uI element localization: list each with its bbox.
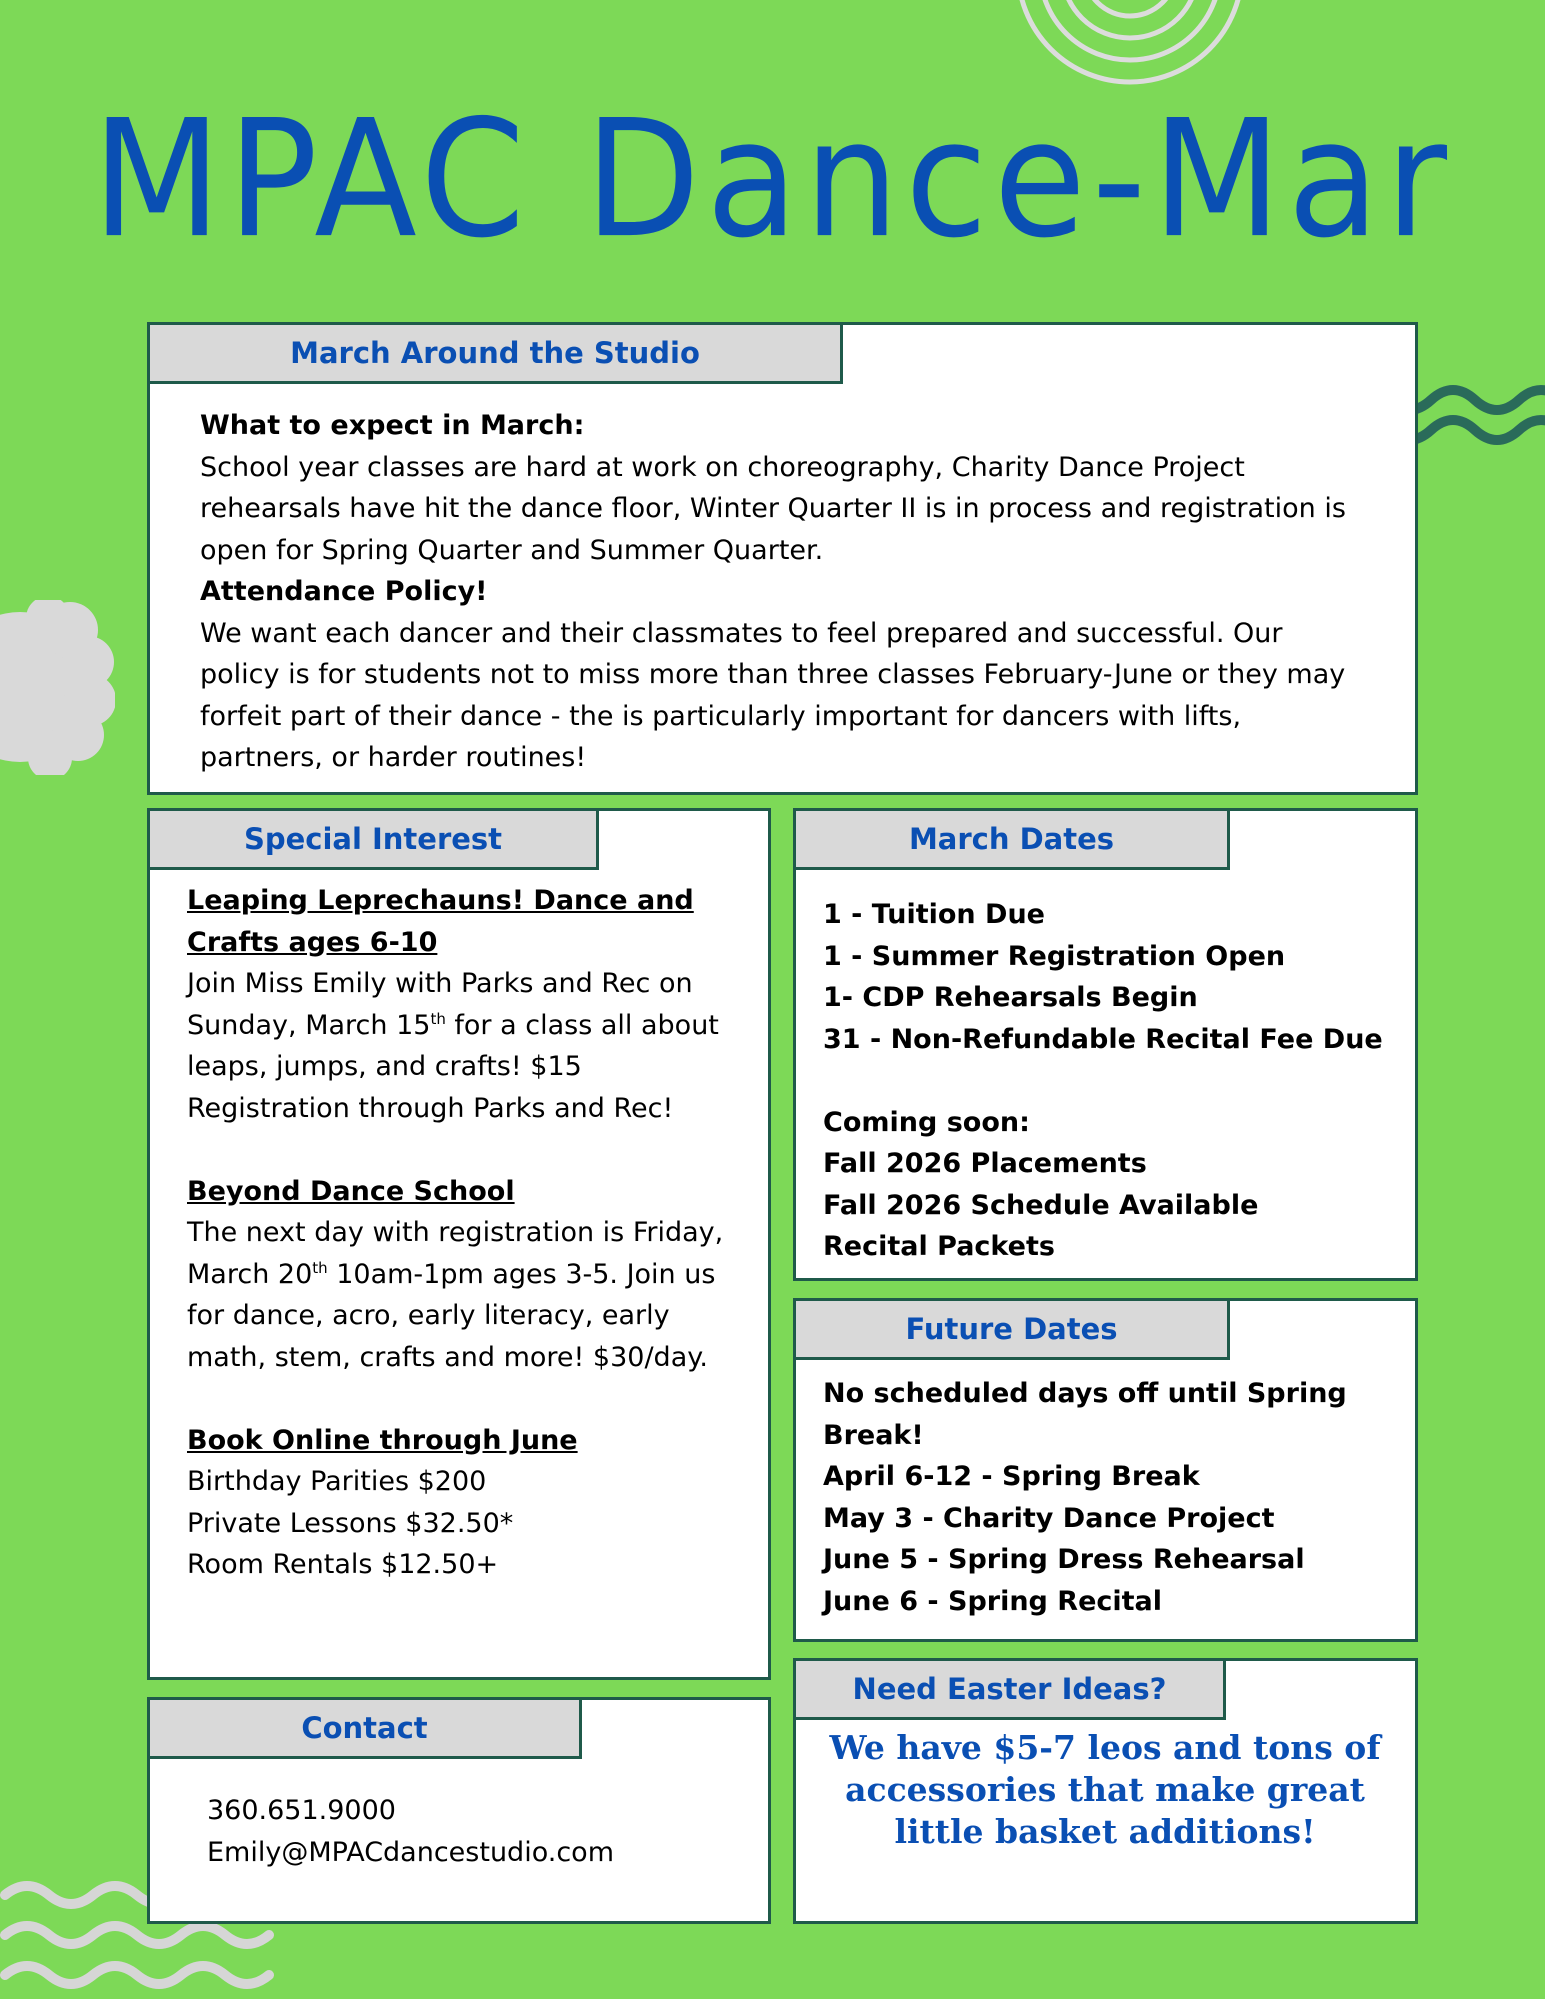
studio-section-heading: March Around the Studio: [147, 322, 843, 384]
beyond-dance-text: The next day with registration is Friday, March 20th 10am-1pm ages 3-5. Join us for dance, acro, early literacy, early math, stem, crafts and more! $30/day.: [187, 1217, 724, 1373]
future-date-item: April 6-12 - Spring Break: [823, 1461, 1200, 1492]
march-date-item: 1- CDP Rehearsals Begin: [823, 982, 1198, 1013]
special-interest-heading: Special Interest: [147, 808, 599, 870]
march-date-item: 31 - Non-Refundable Recital Fee Due: [823, 1023, 1383, 1055]
studio-section-content: [200, 405, 1360, 779]
expect-text: School year classes are hard at work on choreography, Charity Dance Project rehearsals have hit the dance floor, Winter Quarter II is in process and registration is open for Spring Quarter and Summer Quarter.: [200, 451, 1346, 566]
contact-content: [207, 1790, 727, 1873]
book-online-item: Birthday Parities $200: [187, 1466, 487, 1497]
expect-heading: What to expect in March:: [200, 410, 585, 441]
scalloped-circle-decoration: [0, 600, 115, 775]
page-title: MPAC Dance-Mar: [91, 86, 1454, 274]
coming-soon-item: Fall 2026 Placements: [823, 1148, 1147, 1179]
concentric-circles-decoration: [1005, 0, 1255, 85]
attendance-heading: Attendance Policy!: [200, 576, 488, 607]
contact-email: Emily@MPACdancestudio.com: [207, 1836, 614, 1868]
leprechauns-text: Join Miss Emily with Parks and Rec on Sunday, March 15th for a class all about leaps, jumps, and crafts! $15 Registration through Parks and Rec!: [187, 968, 719, 1124]
march-date-item: 1 - Tuition Due: [823, 899, 1045, 930]
future-date-item: June 5 - Spring Dress Rehearsal: [823, 1544, 1305, 1575]
easter-heading: Need Easter Ideas?: [793, 1658, 1226, 1720]
coming-soon-item: Fall 2026 Schedule Available: [823, 1189, 1259, 1221]
future-date-item: May 3 - Charity Dance Project: [823, 1502, 1275, 1534]
leprechauns-title: Leaping Leprechauns! Dance and Crafts ages 6-10: [187, 885, 694, 958]
contact-phone: 360.651.9000: [207, 1795, 396, 1826]
beyond-dance-title: Beyond Dance School: [187, 1175, 515, 1207]
special-interest-content: [187, 880, 732, 1586]
future-date-item: No scheduled days off until Spring Break!: [823, 1378, 1347, 1451]
future-date-item: June 6 - Spring Recital: [823, 1585, 1163, 1617]
march-dates-content: [823, 894, 1393, 1268]
contact-heading: Contact: [147, 1697, 582, 1759]
easter-text: We have $5-7 leos and tons of accessories that make great little basket additions!: [829, 1728, 1381, 1851]
coming-soon-heading: Coming soon:: [823, 1106, 1030, 1138]
book-online-title: Book Online through June: [187, 1424, 578, 1456]
book-online-item: Private Lessons $32.50*: [187, 1507, 514, 1539]
future-dates-heading: Future Dates: [793, 1298, 1230, 1360]
march-dates-heading: March Dates: [793, 808, 1230, 870]
attendance-text: We want each dancer and their classmates to feel prepared and successful. Our policy is for students not to miss more than three classes February-June or they may forfeit part of their dance - the is particularly important for dancers with lifts, partners, or harder routines!: [200, 617, 1346, 773]
book-online-item: Room Rentals $12.50+: [187, 1549, 499, 1580]
coming-soon-item: Recital Packets: [823, 1231, 1055, 1262]
march-date-item: 1 - Summer Registration Open: [823, 940, 1286, 972]
future-dates-content: [823, 1373, 1363, 1622]
